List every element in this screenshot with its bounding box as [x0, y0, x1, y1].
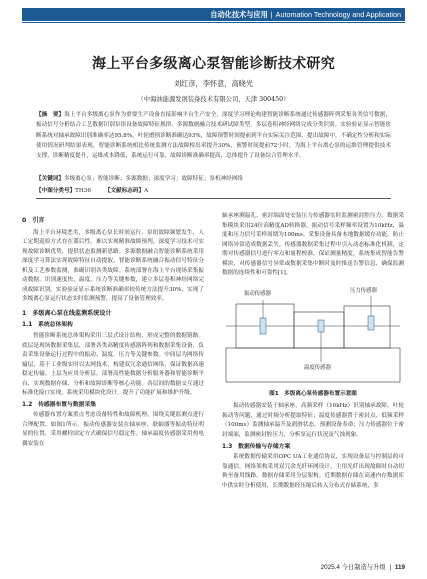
vibration-sensor-marker: [260, 318, 266, 334]
header-separator: |: [270, 10, 273, 19]
label-vibration-sensor: 振动传感器: [244, 290, 271, 297]
abstract-label: 【摘 要】: [36, 112, 65, 118]
paragraph-1-3: 系统数据传输采用OPC UA工业通信协议，实现设备层与控制层的可靠通信，网络架构采用双冗余光纤环网设计，主用光纤出现故障时自动切换至备用线路，数据存储采用分层架构。近期数据存储在高速内存数据库中供实时分析使用，长期数据经压缩后转入分布式存储系统，多: [222, 454, 404, 489]
keywords-label: 【关键词】: [36, 176, 64, 182]
journal-header-bar: [22, 8, 405, 21]
clc-value: TH36: [75, 188, 91, 194]
paragraph-1-2-continued: 轴承座测温孔，密封端面处安装压力传感器实时监测密封腔压力。数据采集模块采用24位高精度AD转换器，振动信号采样频率设置为10kHz，温度和压力信号采样周期为100ms。采集设备具备本地数据缓存功能，防止网络异常造成数据丢失。传感器数据采集过程中引入动态标准化机制，定期对传感器信号进行零点和量程校准，保证测量精度。系统集成智能告警模块，对传感器信号异常或数据采集中断时及时推送告警信息，确保监测数据的连续性和可靠性[1]。: [222, 213, 404, 277]
label-pressure-sensor: 压力传感器: [350, 287, 377, 294]
section-heading-1: 1 多级离心泵在线监测系统设计: [22, 309, 112, 317]
clc-label: 【中图分类号】: [36, 188, 76, 194]
keywords-text: 多级离心泵；智能诊断；多源数据；深度学习；故障特征；泵机神经网络: [63, 176, 243, 182]
footer-issue: 2025.4 今日制造与升级: [320, 564, 386, 571]
abstract-text: 海上平台多级离心泵作为重要生产设备直接影响平台生产安全。深度学习理论构建智能诊断系统通过传感器阵列采集各类信号数据，振动信号分析结合工艺数据识别泵组设备故障特征规律。多源数据融合技术研试障类型，多层卷积神经网络完成分类识别。实验验证显示智能诊断系统对轴承故障识别准确率达95.8%，叶轮磨损诊断准确达93%，故障预警时间提前到平台实际关注范围，提出故障中，不确定性分析和实际使用情况研判结果表现，智能诊断系统相比传统监测方法故障检出率提升30%，预警时间提前72小时，为海上平台离心泵的运维管理提供技术支撑，诊断精度提升，运维成本降低，系统运行可靠，故障诊断准确率提高，总体提升了设备综合管理水平。: [36, 112, 391, 160]
footer-separator: |: [389, 564, 392, 571]
paragraph-1-2: 传感器布置方案重点考虑设备特性和故障机理，围绕关键监测点进行合理配置，如图1所示。振动传感器安装在轴承座、联轴器等振动特征明显的位置，采用螺栓固定方式确保信号稳定性。轴承温度传感器采用热电偶安装在: [22, 412, 204, 448]
article-authors: 刘红彦，李怀意，高晓光: [173, 79, 254, 88]
page-number: 119: [394, 564, 405, 571]
temperature-sensor-marker: [318, 320, 324, 332]
subsection-heading-1-3: 1.3 数据传输与存储方案: [222, 443, 291, 450]
keywords: [36, 174, 391, 182]
right-column: [222, 212, 404, 491]
subsection-heading-1-2: 1.2 传感器布置与数据采集: [22, 401, 97, 408]
section-heading-intro: 0 引言: [22, 217, 45, 224]
article-title: 海上平台多级离心泵智能诊断技术研究: [91, 56, 336, 72]
motor-housing: [344, 306, 390, 348]
doc-code-value: A: [144, 188, 149, 194]
doc-code-label: 【文献标志码】: [104, 188, 145, 194]
label-temperature-sensor: 温度传感器: [304, 364, 331, 371]
left-column: [22, 212, 204, 450]
intro-paragraph: 海上平台环境恶劣，多级离心泵长时间运行，泵组故障频繁发生，人工定期巡检方式存在滞后性，难以实现精准故障预判，深度学习技术可实现故障诊断优势，提供状态监测新思路。多源数据融合智能诊断系统采用深度学习算法实现故障特征自动提取。智能诊断系统融合振动信号特征分析及工艺参数监测，准确识别各类故障。系统部署在海上平台现场采集振动数据，识别速度快、温度、压力等关键参数，建立多层卷积神经网络完成故障识别。实验验证显示系统诊断准确率较传统方法提升30%，实现了多级离心泵运行状态实时监测预警，提高了设备管理效率。: [22, 229, 204, 303]
figure-1: [222, 282, 404, 388]
paragraph-1-1: 智能诊断系统总体架构采用三层式设计结构，形成完整的数据链路。底层是现场数据采集层，部署各类高精度传感器阵列和数据采集设备，负责采集设备运行过程中的振动、温度、压力等关键参数。中间层为网络传输层，基于工业级实时以太网技术，构建双冗余通信网络，保证数据高速稳定传输。上层为应用分析层，部署高性能数据分析服务器和智能诊断平台，实现数据存储、分析和故障诊断等核心功能。各层间的数据交互通过标准化接口实现，系统采用模块化设计，提升了功能扩展和维护升级。: [22, 333, 204, 397]
header-section-cn: 自动化技术与应用: [210, 9, 268, 19]
figure-description-paragraph: 振动传感器安装于轴承座，高频采样（10kHz）识别轴承故障，叶轮振动等问题，通过时频分析提取特征；温度传感器置于密封点，低频采样（100ms）监测轴承温升及润滑状态，预测设备寿命；压力传感器位于密封端面，监测密封腔压力，分析泵运行状况及气蚀现象。: [222, 403, 404, 439]
pressure-sensor-marker: [368, 316, 374, 330]
figure-1-caption: 图1 多级离心泵传感器布置示意图: [269, 390, 357, 397]
abstract-divider: [36, 198, 391, 199]
article-affiliation: （中海油能源发展装备技术有限公司，天津 300450）: [137, 96, 290, 103]
header-rule: [22, 22, 405, 23]
page-footer: [321, 562, 405, 571]
subsection-heading-1-1: 1.1 系统总体架构: [22, 322, 73, 329]
classification-line: [36, 186, 148, 194]
header-section-en: Automation Technology and Application: [275, 10, 401, 19]
abstract: [36, 110, 391, 161]
